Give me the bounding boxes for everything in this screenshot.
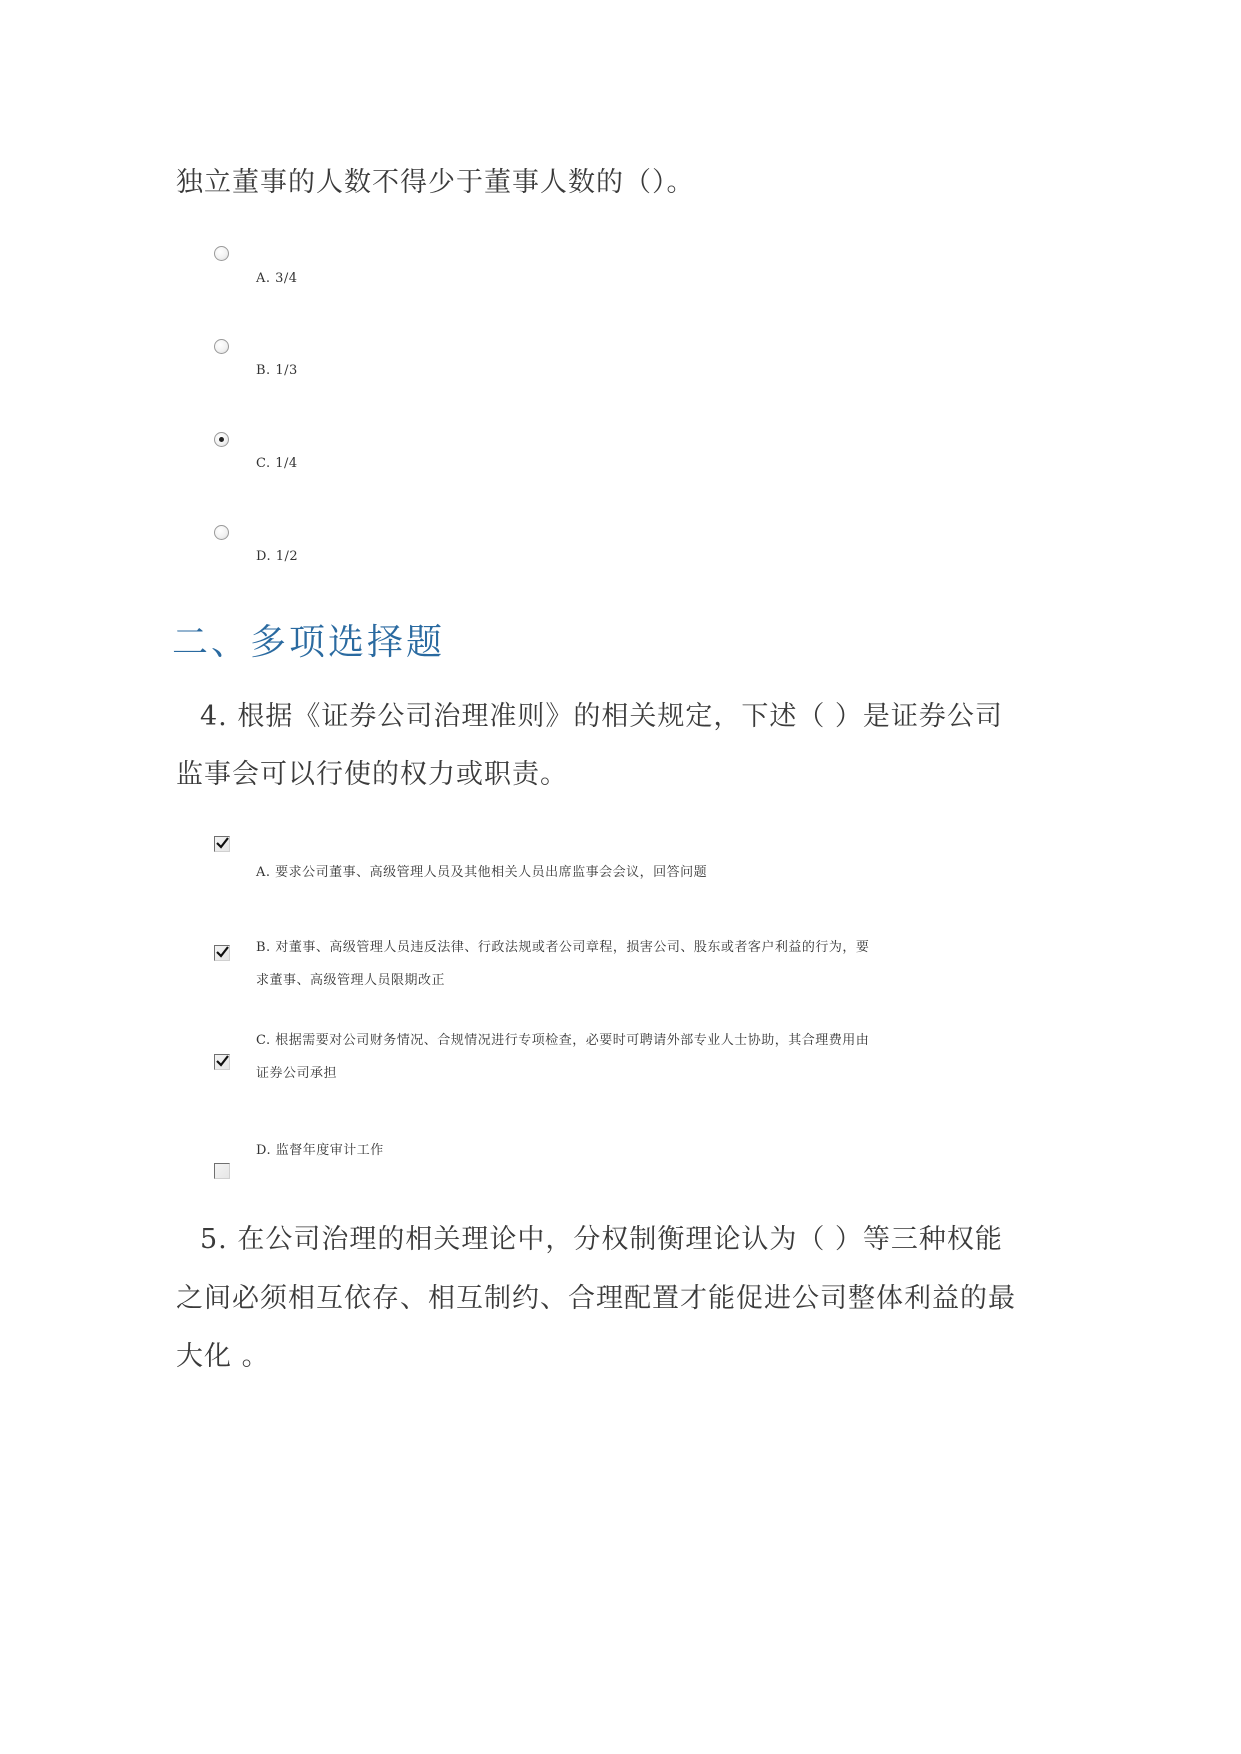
question-4-text-line1: 4. 根据《证券公司治理准则》的相关规定，下述（ ）是证券公司 xyxy=(200,701,1003,732)
option-q3-d-label: D. 1/2 xyxy=(256,549,299,564)
radio-selected-dot-icon xyxy=(219,437,224,442)
question-3-text: 独立董事的人数不得少于董事人数的（）。 xyxy=(176,167,695,198)
checkbox-q4-b[interactable] xyxy=(214,945,230,961)
option-q3-b-label: B. 1/3 xyxy=(256,363,298,378)
section-title-multiple-choice: 二、多项选择题 xyxy=(172,622,446,663)
question-4-text-line2: 监事会可以行使的权力或职责。 xyxy=(176,759,568,790)
checkmark-icon xyxy=(216,1055,230,1068)
radio-q3-d[interactable] xyxy=(214,525,229,540)
checkbox-q4-c[interactable] xyxy=(214,1054,230,1070)
checkbox-q4-d[interactable] xyxy=(214,1163,230,1179)
option-q3-a-label: A. 3/4 xyxy=(256,271,298,286)
radio-q3-a[interactable] xyxy=(214,246,229,261)
checkmark-icon xyxy=(216,837,230,850)
option-q4-a-label: A. 要求公司董事、高级管理人员及其他相关人员出席监事会会议，回答问题 xyxy=(256,865,708,880)
option-q4-b-label-line1: B. 对董事、高级管理人员违反法律、行政法规或者公司章程，损害公司、股东或者客户利益的行为，要 xyxy=(256,940,870,955)
option-q4-c-label-line1: C. 根据需要对公司财务情况、合规情况进行专项检查，必要时可聘请外部专业人士协助，其合理费用由 xyxy=(256,1033,870,1048)
question-5-text-line3: 大化 。 xyxy=(176,1341,270,1372)
option-q4-d-label: D. 监督年度审计工作 xyxy=(256,1143,384,1158)
radio-q3-c[interactable] xyxy=(214,432,229,447)
option-q4-c-label-line2: 证券公司承担 xyxy=(256,1066,338,1081)
option-q3-c-label: C. 1/4 xyxy=(256,456,298,471)
checkbox-q4-a[interactable] xyxy=(214,836,230,852)
question-5-text-line1: 5. 在公司治理的相关理论中，分权制衡理论认为（ ）等三种权能 xyxy=(200,1224,1003,1255)
checkmark-icon xyxy=(216,946,230,959)
radio-q3-b[interactable] xyxy=(214,339,229,354)
question-5-text-line2: 之间必须相互依存、相互制约、合理配置才能促进公司整体利益的最 xyxy=(176,1283,1016,1314)
option-q4-b-label-line2: 求董事、高级管理人员限期改正 xyxy=(256,973,446,988)
